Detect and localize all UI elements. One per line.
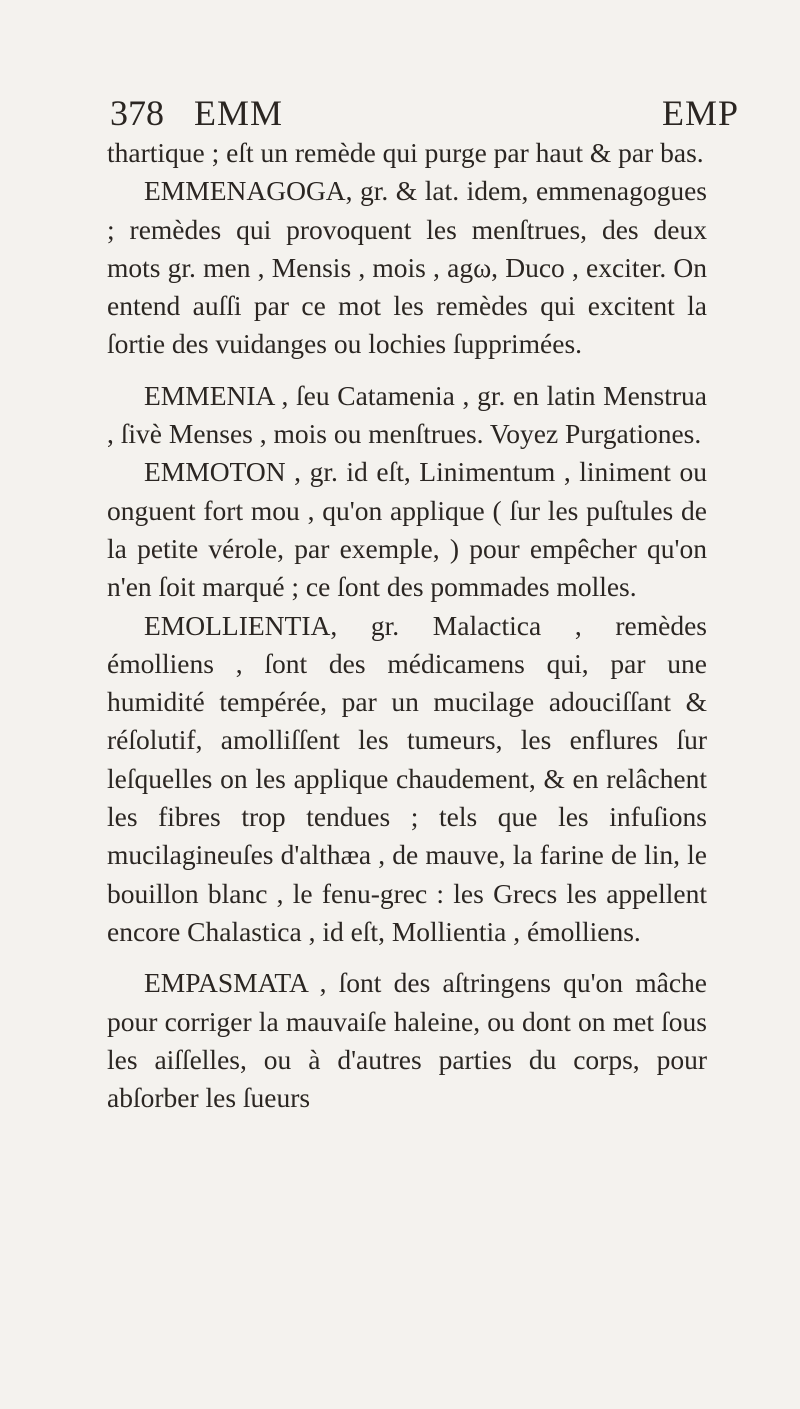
right-guide-word: EMP [662,93,740,133]
left-guide-word: EMM [194,93,284,133]
continuation-paragraph: thartique ; eſt un remède qui purge par haut & par bas. [107,137,704,168]
entry-emollientia: EMOLLIENTIA, gr. Malactica , remèdes émolliens , ſont des médicamens qui, par une humidité tempérée, par un mucilage adouciſſant & réſolutif, amolliſſent les tumeurs, les enflures ſur leſquelles on les applique chaudement, & en relâchent les fibres trop tendues ; tels que les infuſions mucilagineuſes d'althæa , de mauve, la farine de lin, le bouillon blanc , le fenu-grec : les Grecs les appellent encore Chalastica , id eſt, Mollientia , émolliens. [107,609,707,947]
body-text [107,134,707,1117]
entry-emmoton: EMMOTON , gr. id eſt, Linimentum , liniment ou onguent fort mou , qu'on applique ( ſur les puſtules de la petite vérole, par exemple, ) pour empêcher qu'on n'en ſoit marqué ; ce ſont des pommades molles. [107,456,707,603]
entry-emmenia: EMMENIA , ſeu Catamenia , gr. en latin Menstrua , ſivè Menses , mois ou menſtrues. Voyez Purgationes. [107,379,707,450]
running-header [110,88,740,138]
page-number: 378 [110,93,164,133]
entry-empasmata: EMPASMATA , ſont des aſtringens qu'on mâche pour corriger la mauvaiſe haleine, ou dont on met ſous les aiſſelles, ou à d'autres parties du corps, pour abſorber les ſueurs [107,967,707,1114]
entry-emmenagoga: EMMENAGOGA, gr. & lat. idem, emmenagogues ; remèdes qui provoquent les menſtrues, des deux mots gr. men , Mensis , mois , agω, Duco , exciter. On entend auſſi par ce mot les remèdes qui excitent la ſortie des vuidanges ou lochies ſupprimées. [107,175,707,360]
